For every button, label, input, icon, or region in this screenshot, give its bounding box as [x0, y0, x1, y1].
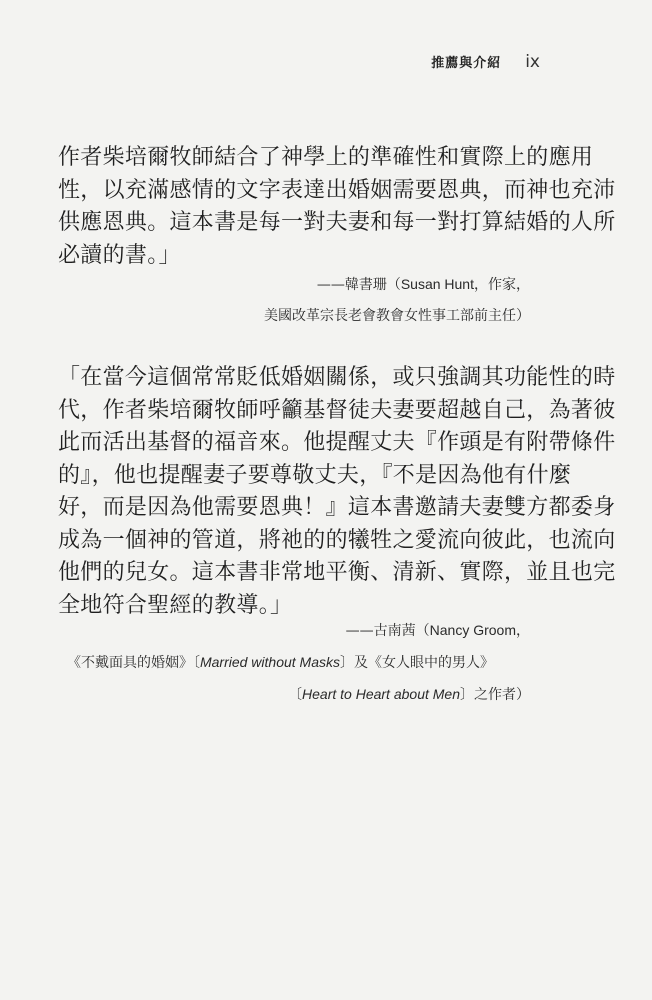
attribution-line: [264, 269, 530, 301]
attribution-suffix: 〕之作者）: [460, 687, 530, 703]
paragraph-line: 「在當今這個常常貶低婚姻關係，或只強調其功能性的時: [58, 365, 616, 390]
attribution-suffix: ，作家，: [474, 277, 530, 293]
paragraph-line: 作者柴培爾牧師結合了神學上的準確性和實際上的應用: [58, 145, 594, 170]
attribution-suffix: ，: [516, 623, 530, 639]
paragraph-line: 的』，他也提醒妻子要尊敬丈夫，『不是因為他有什麼: [58, 462, 572, 488]
endorsement-paragraph-2: [58, 362, 616, 622]
paragraph-line: 此而活出基督的福音來。他提醒丈夫『作頭是有附帶條件: [58, 430, 616, 455]
book-title-en: Heart to Heart about Men: [302, 686, 460, 702]
attribution-line: [67, 615, 530, 647]
book-title-en: Married without Masks: [199, 654, 340, 670]
author-name: Susan Hunt: [400, 276, 474, 292]
paragraph-line: 代，作者柴培爾牧師呼籲基督徒夫妻要超越自己，為著彼: [58, 397, 616, 423]
book-title-zh: 〕及《女人眼中的男人》: [340, 655, 494, 671]
endorsement-paragraph-1: [58, 142, 616, 272]
endorsement-attribution-1: [264, 269, 530, 332]
bracket-open: 〔: [288, 687, 303, 703]
paragraph-line: 好，而是因為他需要恩典！』這本書邀請夫妻雙方都委身: [58, 495, 616, 520]
attribution-books-line: [67, 679, 530, 711]
paragraph-line: 成為一個神的管道，將祂的的犧牲之愛流向彼此，也流向: [58, 527, 616, 553]
attribution-prefix: ——古南茜（: [345, 623, 430, 639]
attribution-books-line: [67, 647, 494, 679]
paragraph-line: 必讀的書。」: [58, 242, 181, 268]
paragraph-line: 他們的兒女。這本書非常地平衡、清新、實際，並且也完: [58, 560, 616, 585]
chapter-title: 推薦與介紹: [431, 56, 502, 71]
paragraph-line: 供應恩典。這本書是每一對夫妻和每一對打算結婚的人所: [58, 210, 616, 235]
author-name: Nancy Groom: [429, 622, 516, 638]
paragraph-line: 性，以充滿感情的文字表達出婚姻需要恩典，而神也充沛: [58, 177, 616, 203]
attribution-role: 美國改革宗長老會教會女性事工部前主任）: [264, 308, 530, 324]
attribution-prefix: ——韓書珊（: [316, 277, 401, 293]
running-header: [431, 52, 540, 72]
book-title-zh: 《不戴面具的婚姻》〔: [66, 655, 200, 671]
paragraph-line: 全地符合聖經的教導。」: [58, 592, 293, 618]
endorsement-attribution-2: [67, 615, 530, 711]
page-number: ix: [525, 52, 540, 72]
